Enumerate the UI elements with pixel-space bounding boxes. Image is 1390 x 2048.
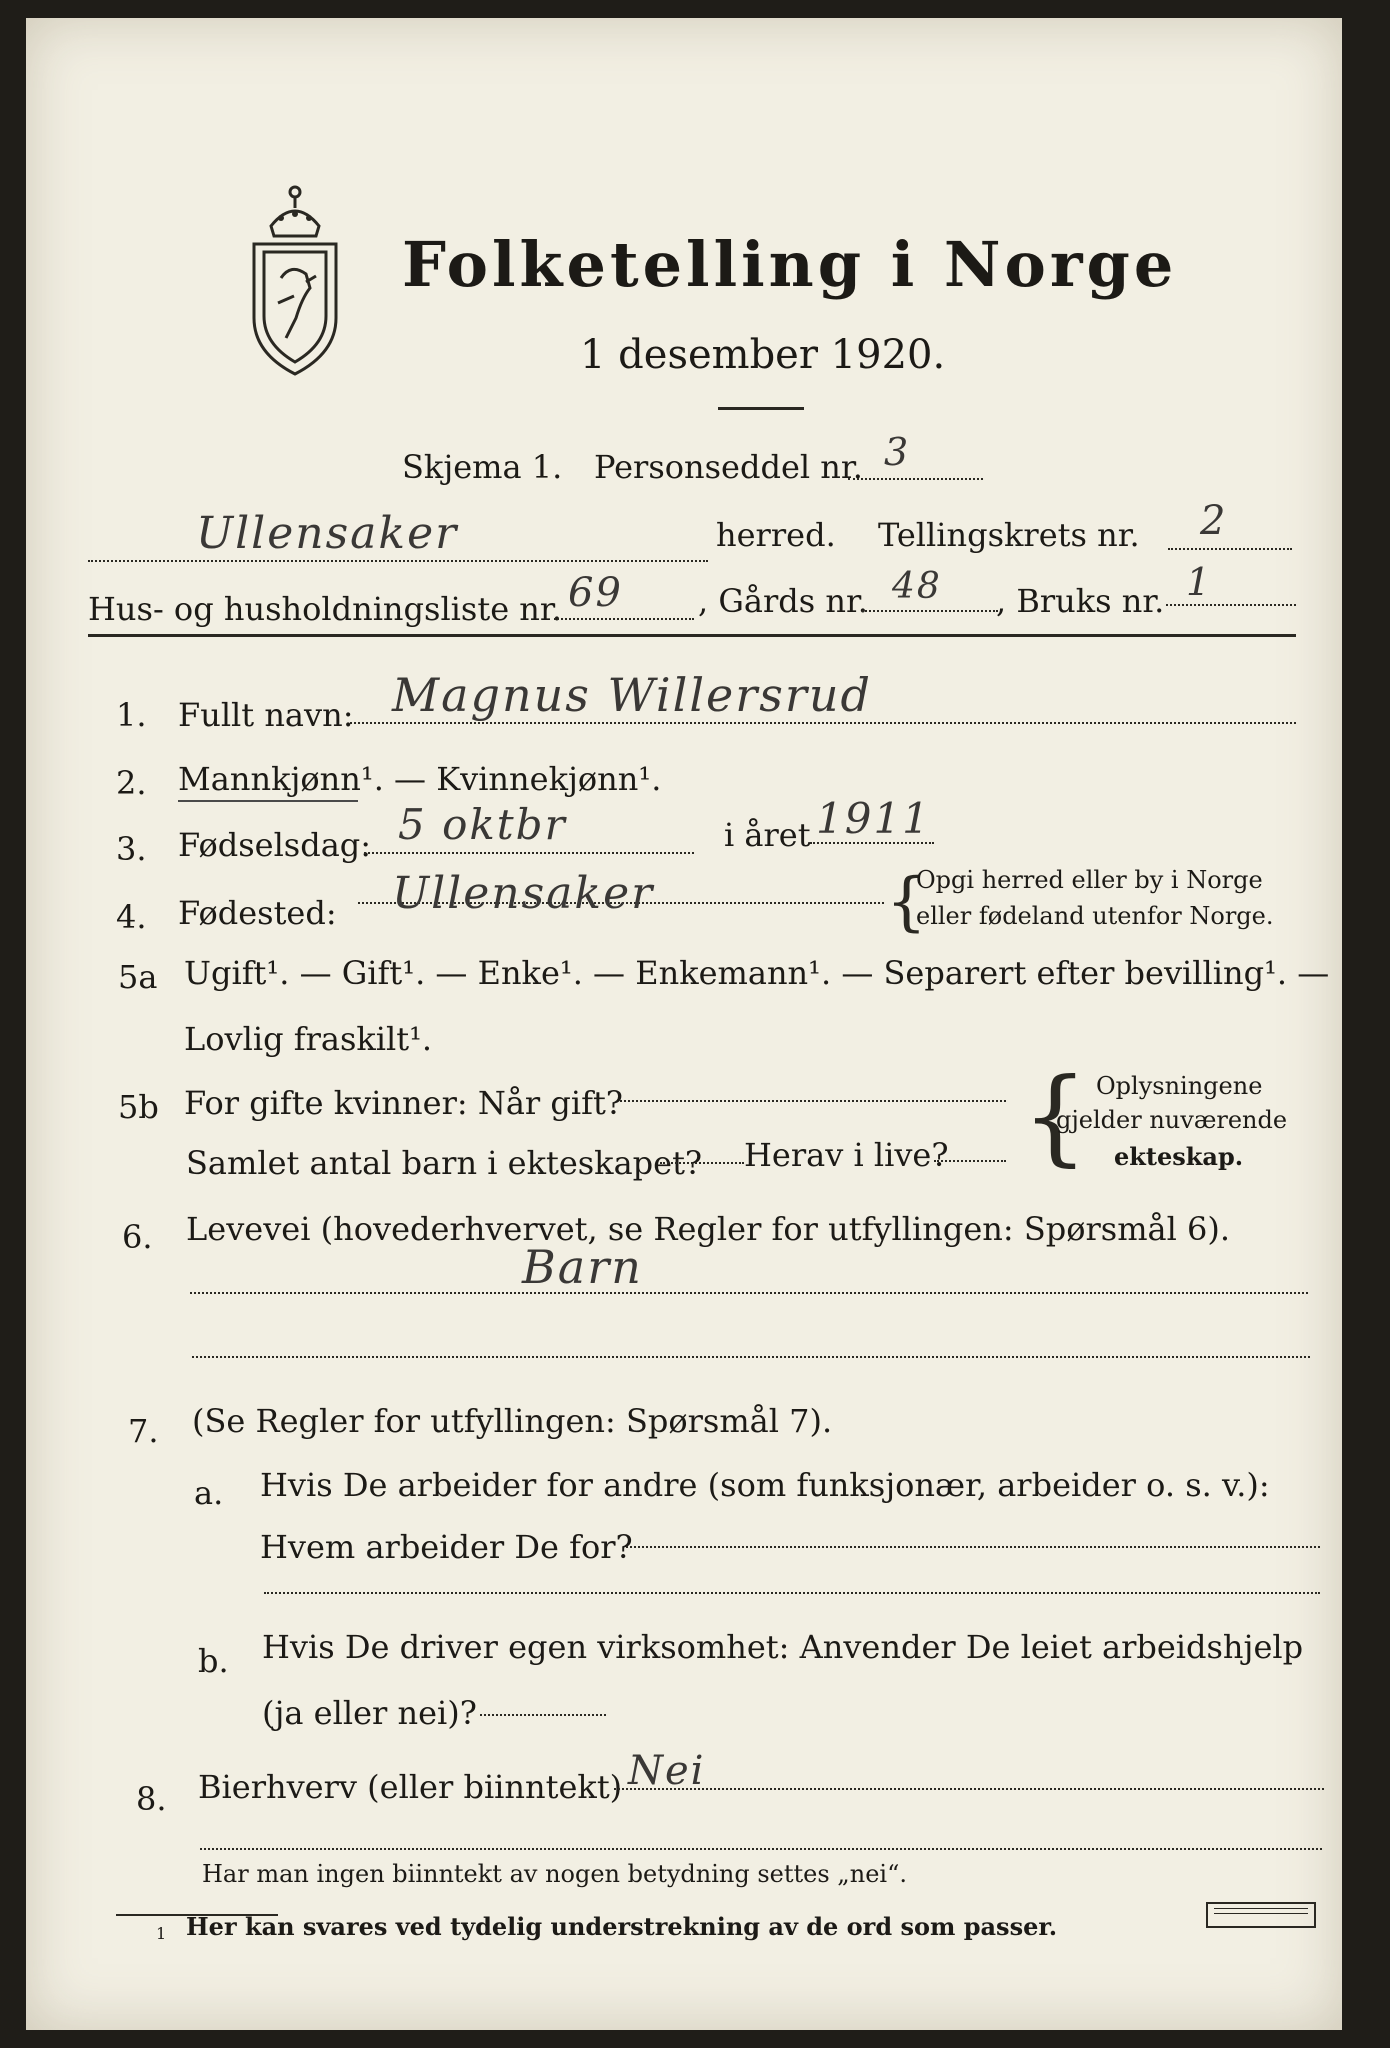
q2-number: 2.: [116, 764, 147, 802]
bruks-label: , Bruks nr.: [996, 582, 1165, 620]
herred-line: [88, 560, 708, 562]
q7b-line: [480, 1714, 606, 1716]
tellingskrets-line: [1168, 548, 1292, 550]
footnote-mark: 1: [156, 1924, 167, 1943]
q4-number: 4.: [116, 898, 147, 936]
gards-value: 48: [892, 566, 942, 607]
q7a-line1: [626, 1546, 1320, 1548]
bruks-line: [1166, 604, 1296, 606]
q6-number: 6.: [122, 1218, 153, 1256]
herred-label: herred.: [716, 516, 836, 554]
header-rule: [88, 634, 1296, 637]
husliste-value: 69: [568, 570, 623, 616]
q7a-label: Hvis De arbeider for andre (som funksjonær, arbeider o. s. v.):: [260, 1466, 1270, 1504]
form-title: Folketelling i Norge: [402, 228, 1178, 301]
q7-label: (Se Regler for utfyllingen: Spørsmål 7).: [192, 1402, 833, 1440]
q7b-label-line2: (ja eller nei)?: [262, 1694, 477, 1732]
gards-line: [862, 610, 998, 612]
q5b-brace: {: [1022, 1055, 1089, 1177]
husliste-line: [554, 618, 694, 620]
q3-number: 3.: [116, 830, 147, 868]
q6-label: Levevei (hovederhvervet, se Regler for utfyllingen: Spørsmål 6).: [186, 1210, 1231, 1248]
q4-brace: {: [886, 865, 927, 939]
q5b-label: For gifte kvinner: Når gift?: [184, 1084, 623, 1122]
q4-label: Fødested:: [178, 894, 337, 932]
q3-year-value: 1911: [816, 794, 931, 843]
bruks-value: 1: [1186, 560, 1213, 604]
q5b-note-line1: Oplysningene: [1096, 1072, 1263, 1100]
q2-underline-mannkjonn: [178, 800, 358, 802]
q8-label: Bierhverv (eller biinntekt): [198, 1768, 623, 1806]
husliste-label: Hus- og husholdningsliste nr.: [88, 590, 562, 628]
q5b-alive-label: Herav i live?: [744, 1136, 949, 1174]
gards-label: , Gårds nr.: [698, 582, 868, 620]
q4-value: Ullensaker: [392, 868, 655, 919]
q6-line2: [192, 1356, 1310, 1358]
q6-value: Barn: [522, 1240, 643, 1294]
title-divider: [718, 407, 804, 410]
q7a-label-line2: Hvem arbeider De for?: [260, 1528, 633, 1566]
q1-label: Fullt navn:: [178, 696, 354, 734]
q5b-children-label: Samlet antal barn i ekteskapet?: [186, 1144, 703, 1182]
q7b-letter: b.: [198, 1642, 229, 1680]
q5b-children-line: [660, 1162, 744, 1164]
q5b-note-line2: gjelder nuværende: [1056, 1106, 1288, 1134]
schema-label: Skjema 1.: [402, 448, 563, 486]
census-date: 1 desember 1920.: [580, 332, 946, 378]
herred-value: Ullensaker: [196, 508, 459, 559]
q8-line1: [614, 1788, 1324, 1790]
q8-number: 8.: [136, 1780, 167, 1818]
q5a-label: Ugift¹. — Gift¹. — Enke¹. — Enkemann¹. — Separert efter bevilling¹. —: [184, 954, 1330, 992]
q1-number: 1.: [116, 696, 147, 734]
q1-line: [350, 722, 1296, 724]
q6-line1: [190, 1292, 1308, 1294]
footnote-text: Her kan svares ved tydelig understrekning av de ord som passer.: [186, 1912, 1058, 1941]
q5b-number: 5b: [118, 1088, 159, 1126]
q5a-label-line2: Lovlig fraskilt¹.: [184, 1020, 433, 1058]
q7a-letter: a.: [194, 1474, 224, 1512]
q1-value: Magnus Willersrud: [392, 668, 872, 722]
q5a-number: 5a: [118, 958, 158, 996]
q7a-line2: [264, 1592, 1320, 1594]
personseddel-label: Personseddel nr.: [594, 448, 863, 486]
q5b-married-line: [620, 1100, 1006, 1102]
q3-value: 5 oktbr: [398, 800, 567, 849]
q7b-label: Hvis De driver egen virksomhet: Anvender De leiet arbeidshjelp: [262, 1628, 1304, 1666]
q4-note-line2: eller fødeland utenfor Norge.: [916, 902, 1274, 930]
q5b-note-line3: ekteskap.: [1114, 1142, 1244, 1171]
personseddel-line: [848, 478, 983, 480]
q3-label: Fødselsdag:: [178, 826, 372, 864]
q3-year-label: i året: [724, 816, 811, 854]
q2-label: Mannkjønn¹. — Kvinnekjønn¹.: [178, 760, 662, 798]
q3-line: [364, 852, 694, 854]
q7-number: 7.: [128, 1412, 159, 1450]
tellingskrets-value: 2: [1200, 498, 1228, 544]
q5b-alive-line: [934, 1160, 1006, 1162]
personseddel-value: 3: [884, 430, 911, 474]
printer-stamp-icon: [1206, 1902, 1316, 1928]
footer-note: Har man ingen biinntekt av nogen betydning settes „nei“.: [202, 1860, 907, 1888]
tellingskrets-label: Tellingskrets nr.: [878, 516, 1140, 554]
q8-line2: [200, 1848, 1322, 1850]
norwegian-coat-of-arms-icon: [236, 178, 354, 378]
q4-note-line1: Opgi herred eller by i Norge: [916, 866, 1263, 894]
q8-value: Nei: [628, 1748, 706, 1794]
